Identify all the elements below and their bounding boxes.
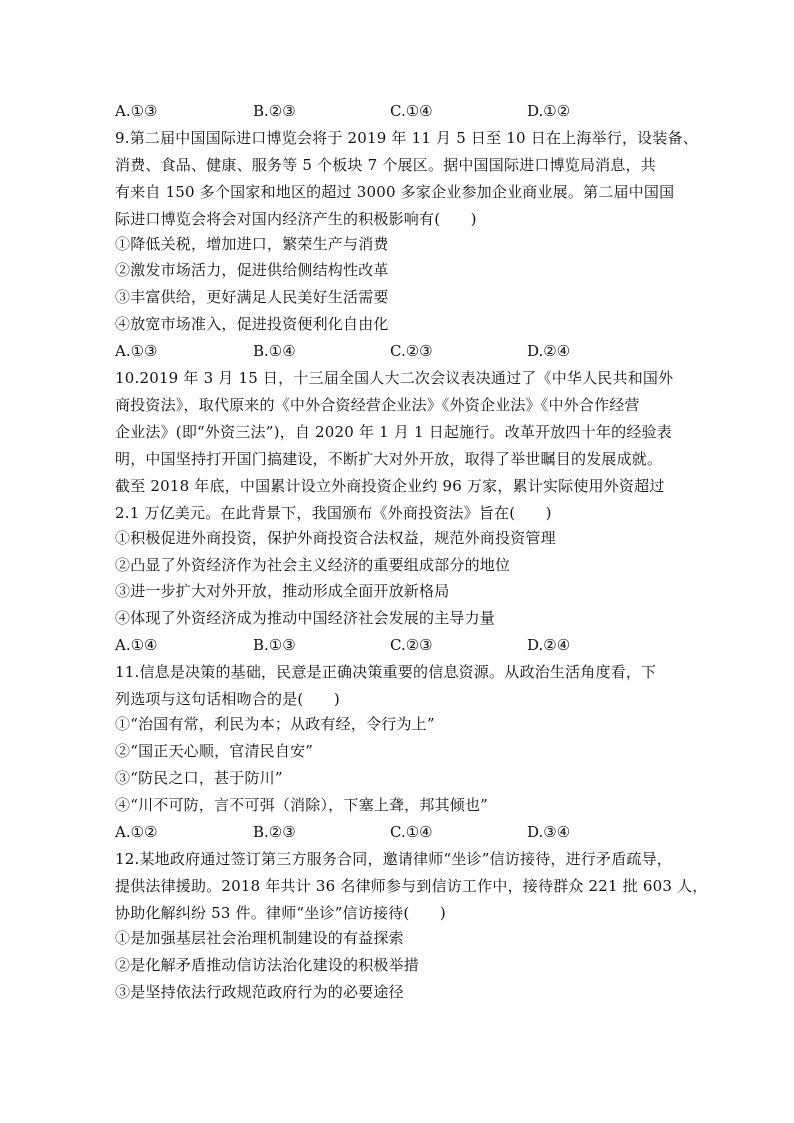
q10-stem-line: 截至 2018 年底，中国累计设立外商投资企业约 96 万家，累计实际使用外资超过 bbox=[115, 477, 665, 495]
q9-stem-line: 9.第二届中国国际进口博览会将于 2019 年 11 月 5 日至 10 日在上海举行，设装备、 bbox=[115, 129, 698, 147]
q9-option-d: D.②④ bbox=[527, 342, 571, 360]
q12-item: ③是坚持依法行政规范政府行为的必要途径 bbox=[115, 983, 404, 1001]
q9-stem-line: 消费、食品、健康、服务等 5 个板块 7 个展区。据中国国际进口博览局消息，共 bbox=[115, 156, 656, 174]
q8-option-b: B.②③ bbox=[253, 102, 296, 120]
q9-option-a: A.①③ bbox=[115, 342, 158, 360]
q11-item: ②“国正天心顺，官清民自安” bbox=[115, 742, 314, 760]
q12-stem-line: 提供法律援助。2018 年共计 36 名律师参与到信访工作中，接待群众 221 批 603 人， bbox=[115, 877, 708, 895]
q10-item: ③进一步扩大对外开放，推动形成全面开放新格局 bbox=[115, 582, 450, 600]
q11-item: ①“治国有常，利民为本；从政有经，令行为上” bbox=[115, 715, 435, 733]
q8-option-d: D.①② bbox=[527, 102, 571, 120]
q9-item: ①降低关税，增加进口，繁荣生产与消费 bbox=[115, 235, 389, 253]
q10-item: ②凸显了外资经济作为社会主义经济的重要组成部分的地位 bbox=[115, 556, 511, 574]
q9-item: ④放宽市场准入，促进投资便利化自由化 bbox=[115, 315, 389, 333]
q11-stem-line: 11.信息是决策的基础，民意是正确决策重要的信息资源。从政治生活角度看，下 bbox=[115, 663, 657, 681]
q9-option-b: B.①④ bbox=[253, 342, 296, 360]
q12-item: ②是化解矛盾推动信访法治化建设的积极举措 bbox=[115, 956, 420, 974]
q12-item: ①是加强基层社会治理机制建设的有益探索 bbox=[115, 929, 404, 947]
q10-option-a: A.①④ bbox=[115, 636, 158, 654]
q10-stem-line: 2.1 万亿美元。在此背景下，我国颁布《外商投资法》旨在( ) bbox=[115, 504, 552, 522]
q11-option-c: C.①④ bbox=[390, 823, 433, 841]
q10-option-d: D.②④ bbox=[527, 636, 571, 654]
q9-item: ③丰富供给，更好满足人民美好生活需要 bbox=[115, 288, 389, 306]
q12-stem-line: 协助化解纠纷 53 件。律师“坐诊”信访接待( ) bbox=[115, 904, 446, 922]
q10-stem-line: 10.2019 年 3 月 15 日，十三届全国人大二次会议表决通过了《中华人民共和国外 bbox=[115, 369, 674, 387]
q10-option-b: B.①③ bbox=[253, 636, 296, 654]
q11-item: ③“防民之口，甚于防川” bbox=[115, 769, 283, 787]
q10-stem-line: 商投资法》，取代原来的《中外合资经营企业法》《外资企业法》《中外合作经营 bbox=[115, 396, 640, 414]
q11-option-a: A.①② bbox=[115, 823, 158, 841]
q9-option-c: C.②③ bbox=[390, 342, 433, 360]
q9-item: ②激发市场活力，促进供给侧结构性改革 bbox=[115, 261, 389, 279]
q8-option-a: A.①③ bbox=[115, 102, 158, 120]
q8-option-c: C.①④ bbox=[390, 102, 433, 120]
q9-stem-line: 际进口博览会将会对国内经济产生的积极影响有( ) bbox=[115, 210, 477, 228]
q9-stem-line: 有来自 150 多个国家和地区的超过 3000 多家企业参加企业商业展。第二届中国国 bbox=[115, 183, 675, 201]
q12-stem-line: 12.某地政府通过签订第三方服务合同，邀请律师“坐诊”信访接待，进行矛盾疏导， bbox=[115, 850, 672, 868]
q10-item: ①积极促进外商投资，保护外商投资合法权益，规范外商投资管理 bbox=[115, 529, 556, 547]
q11-option-b: B.②③ bbox=[253, 823, 296, 841]
q10-item: ④体现了外资经济成为推动中国经济社会发展的主导力量 bbox=[115, 609, 496, 627]
q11-stem-line: 列选项与这句话相吻合的是( ) bbox=[115, 690, 340, 708]
q10-option-c: C.②③ bbox=[390, 636, 433, 654]
q10-stem-line: 企业法》(即“外资三法”)，自 2020 年 1 月 1 日起施行。改革开放四十年的经验表 bbox=[115, 423, 672, 441]
q11-item: ④“川不可防，言不可弭（消除），下塞上聋，邦其倾也” bbox=[115, 796, 489, 814]
q11-option-d: D.③④ bbox=[527, 823, 571, 841]
q10-stem-line: 明，中国坚持打开国门搞建设，不断扩大对外开放，取得了举世瞩目的发展成就。 bbox=[115, 450, 663, 468]
